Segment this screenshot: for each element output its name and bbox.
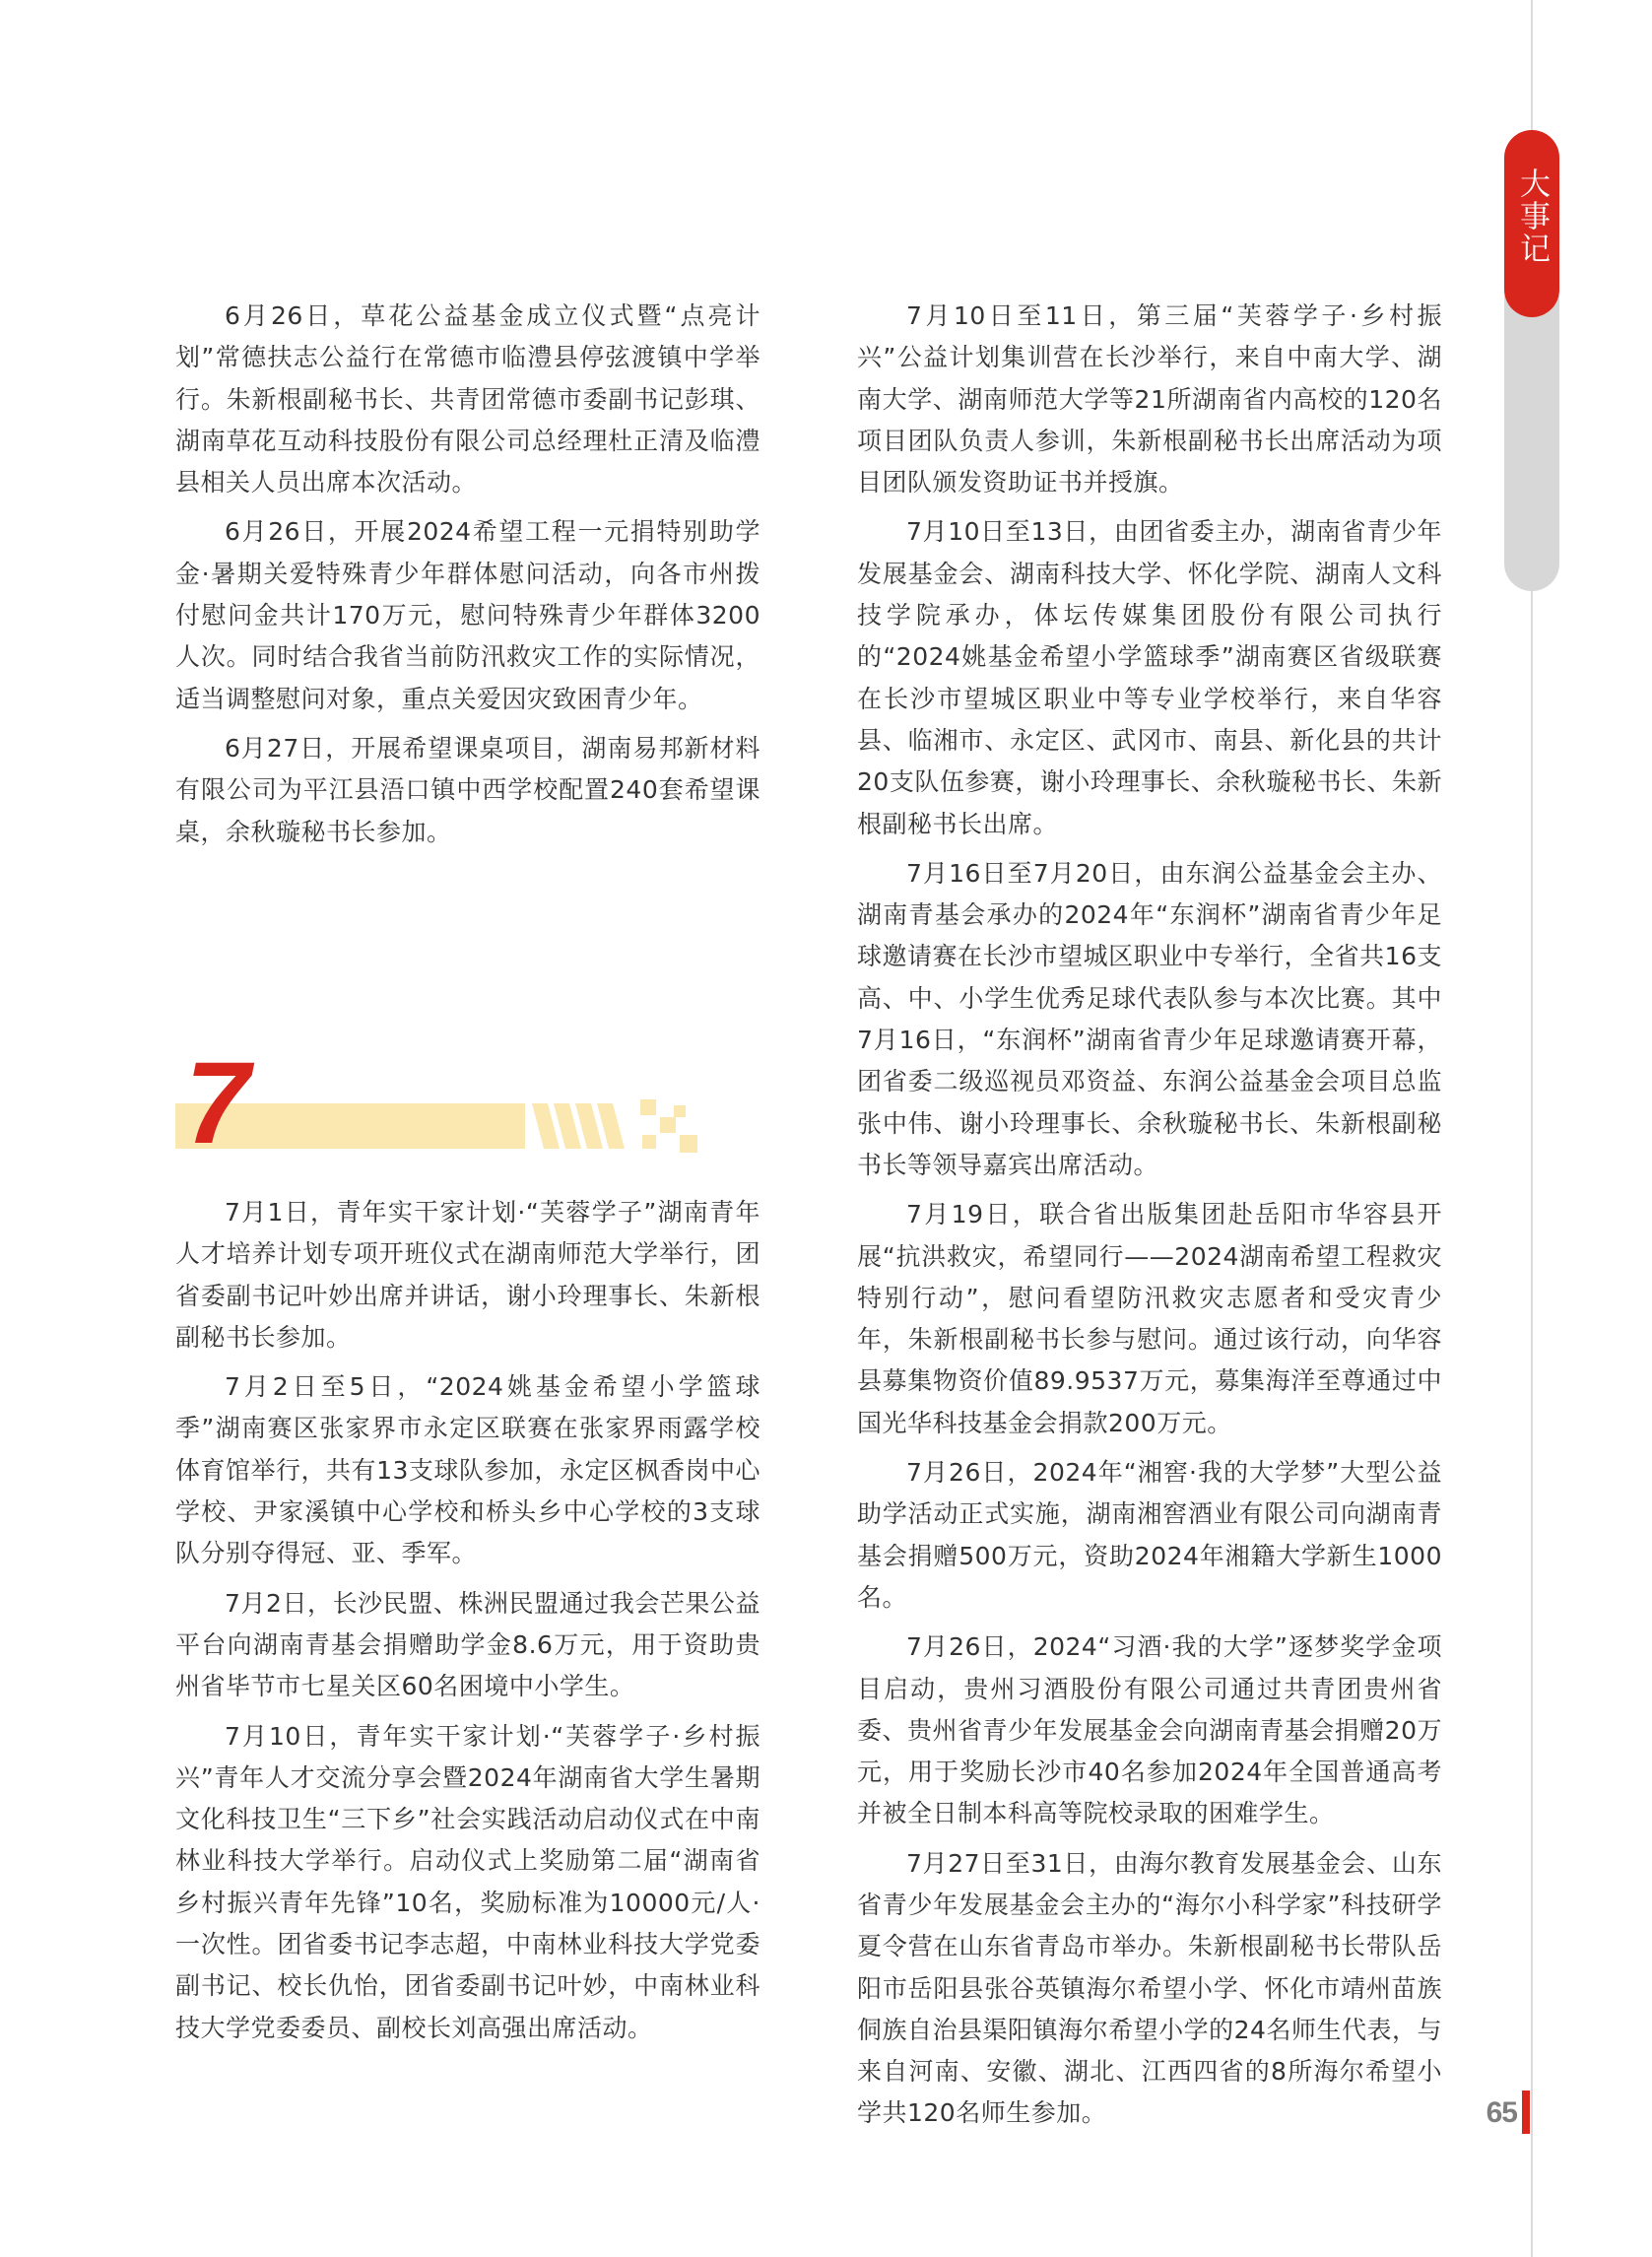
heading-square bbox=[674, 1105, 686, 1117]
paragraph: 7月16日至7月20日，由东润公益基金会主办、湖南青基会承办的2024年“东润杯”湖南省青少年足球邀请赛在长沙市望城区职业中专举行，全省共16支高、中、小学生优秀足球代表队参与本次比赛。其中7月16日，“东润杯”湖南省青少年足球邀请赛开幕，团省委二级巡视员邓资益、东润公益基金会项目总监张中伟、谢小玲理事长、余秋璇秘书长、朱新根副秘书长等领导嘉宾出席活动。 bbox=[857, 858, 1442, 1179]
paragraph: 7月10日，青年实干家计划·“芙蓉学子·乡村振兴”青年人才交流分享会暨2024年湖南省大学生暑期文化科技卫生“三下乡”社会实践活动启动仪式在中南林业科技大学举行。启动仪式上奖励第二届“湖南省乡村振兴青年先锋”10名，奖励标准为10000元/人·一次性。团省委书记李志超，中南林业科技大学党委副书记、校长仇怡，团省委副书记叶妙，中南林业科技大学党委委员、副校长刘高强出席活动。 bbox=[175, 1721, 760, 2042]
paragraph: 6月26日，草花公益基金成立仪式暨“点亮计划”常德扶志公益行在常德市临澧县停弦渡镇中学举行。朱新根副秘书长、共青团常德市委副书记彭琪、湖南草花互动科技股份有限公司总经理杜正清及临澧县相关人员出席本次活动。 bbox=[175, 301, 760, 498]
paragraph: 6月26日，开展2024希望工程一元捐特别助学金·暑期关爱特殊青少年群体慰问活动，向各市州拨付慰问金共计170万元，慰问特殊青少年群体3200人次。同时结合我省当前防汛救灾工作的实际情况，适当调整慰问对象，重点关爱因灾致困青少年。 bbox=[175, 517, 760, 713]
paragraph: 6月27日，开展希望课桌项目，湖南易邦新材料有限公司为平江县浯口镇中西学校配置240套希望课桌，余秋璇秘书长参加。 bbox=[175, 733, 760, 846]
left-column-top bbox=[175, 296, 760, 861]
heading-square bbox=[680, 1135, 697, 1153]
side-tab-shadow bbox=[1504, 296, 1559, 591]
section-tab-label: 大事记 bbox=[1514, 167, 1550, 265]
page-number-bar bbox=[1522, 2091, 1530, 2134]
right-column bbox=[857, 296, 1442, 2143]
heading-square bbox=[642, 1135, 656, 1149]
paragraph: 7月2日，长沙民盟、株洲民盟通过我会芒果公益平台向湖南青基会捐赠助学金8.6万元，用于资助贵州省毕节市七星关区60名困境中小学生。 bbox=[175, 1588, 760, 1701]
paragraph: 7月1日，青年实干家计划·“芙蓉学子”湖南青年人才培养计划专项开班仪式在湖南师范大学举行，团省委副书记叶妙出席并讲话，谢小玲理事长、朱新根副秘书长参加。 bbox=[175, 1198, 760, 1352]
paragraph: 7月27日至31日，由海尔教育发展基金会、山东省青少年发展基金会主办的“海尔小科学家”科技研学夏令营在山东省青岛市举办。朱新根副秘书长带队岳阳市岳阳县张谷英镇海尔希望小学、怀化市靖州苗族侗族自治县渠阳镇海尔希望小学的24名师生代表，与来自河南、安徽、湖北、江西四省的8所海尔希望小学共120名师生参加。 bbox=[857, 1848, 1442, 2128]
heading-stripe bbox=[532, 1103, 560, 1149]
heading-square bbox=[640, 1099, 656, 1115]
left-column-bottom bbox=[175, 1192, 760, 2057]
paragraph: 7月10日至11日，第三届“芙蓉学子·乡村振兴”公益计划集训营在长沙举行，来自中南大学、湖南大学、湖南师范大学等21所湖南省内高校的120名项目团队负责人参训，朱新根副秘书长出席活动为项目团队颁发资助证书并授旗。 bbox=[857, 301, 1442, 498]
paragraph: 7月26日，2024“习酒·我的大学”逐梦奖学金项目启动，贵州习酒股份有限公司通过共青团贵州省委、贵州省青少年发展基金会向湖南青基会捐赠20万元，用于奖励长沙市40名参加2024年全国普通高考并被全日制本科高等院校录取的困难学生。 bbox=[857, 1632, 1442, 1828]
paragraph: 7月19日，联合省出版集团赴岳阳市华容县开展“抗洪救灾，希望同行——2024湖南希望工程救灾特别行动”，慰问看望防汛救灾志愿者和受灾青少年，朱新根副秘书长参与慰问。通过该行动，向华容县募集物资价值89.9537万元，募集海洋至尊通过中国光华科技基金会捐款200万元。 bbox=[857, 1200, 1442, 1437]
page-number: 65 bbox=[1486, 2096, 1517, 2129]
paragraph: 7月26日，2024年“湘窖·我的大学梦”大型公益助学活动正式实施，湖南湘窖酒业有限公司向湖南青基会捐赠500万元，资助2024年湘籍大学新生1000名。 bbox=[857, 1458, 1442, 1612]
month-number: 7 bbox=[185, 1038, 250, 1168]
heading-square bbox=[660, 1117, 676, 1133]
month-heading bbox=[175, 1038, 727, 1168]
heading-stripe bbox=[597, 1103, 625, 1149]
heading-stripe bbox=[554, 1103, 581, 1149]
paragraph: 7月2日至5日，“2024姚基金希望小学篮球季”湖南赛区张家界市永定区联赛在张家界雨露学校体育馆举行，共有13支球队参加，永定区枫香岗中心学校、尹家溪镇中心学校和桥头乡中心学校的3支球队分别夺得冠、亚、季军。 bbox=[175, 1372, 760, 1568]
heading-stripe bbox=[575, 1103, 603, 1149]
paragraph: 7月10日至13日，由团省委主办，湖南省青少年发展基金会、湖南科技大学、怀化学院、湖南人文科技学院承办，体坛传媒集团股份有限公司执行的“2024姚基金希望小学篮球季”湖南赛区省级联赛在长沙市望城区职业中等专业学校举行，来自华容县、临湘市、永定区、武冈市、南县、新化县的共计20支队伍参赛，谢小玲理事长、余秋璇秘书长、朱新根副秘书长出席。 bbox=[857, 517, 1442, 838]
